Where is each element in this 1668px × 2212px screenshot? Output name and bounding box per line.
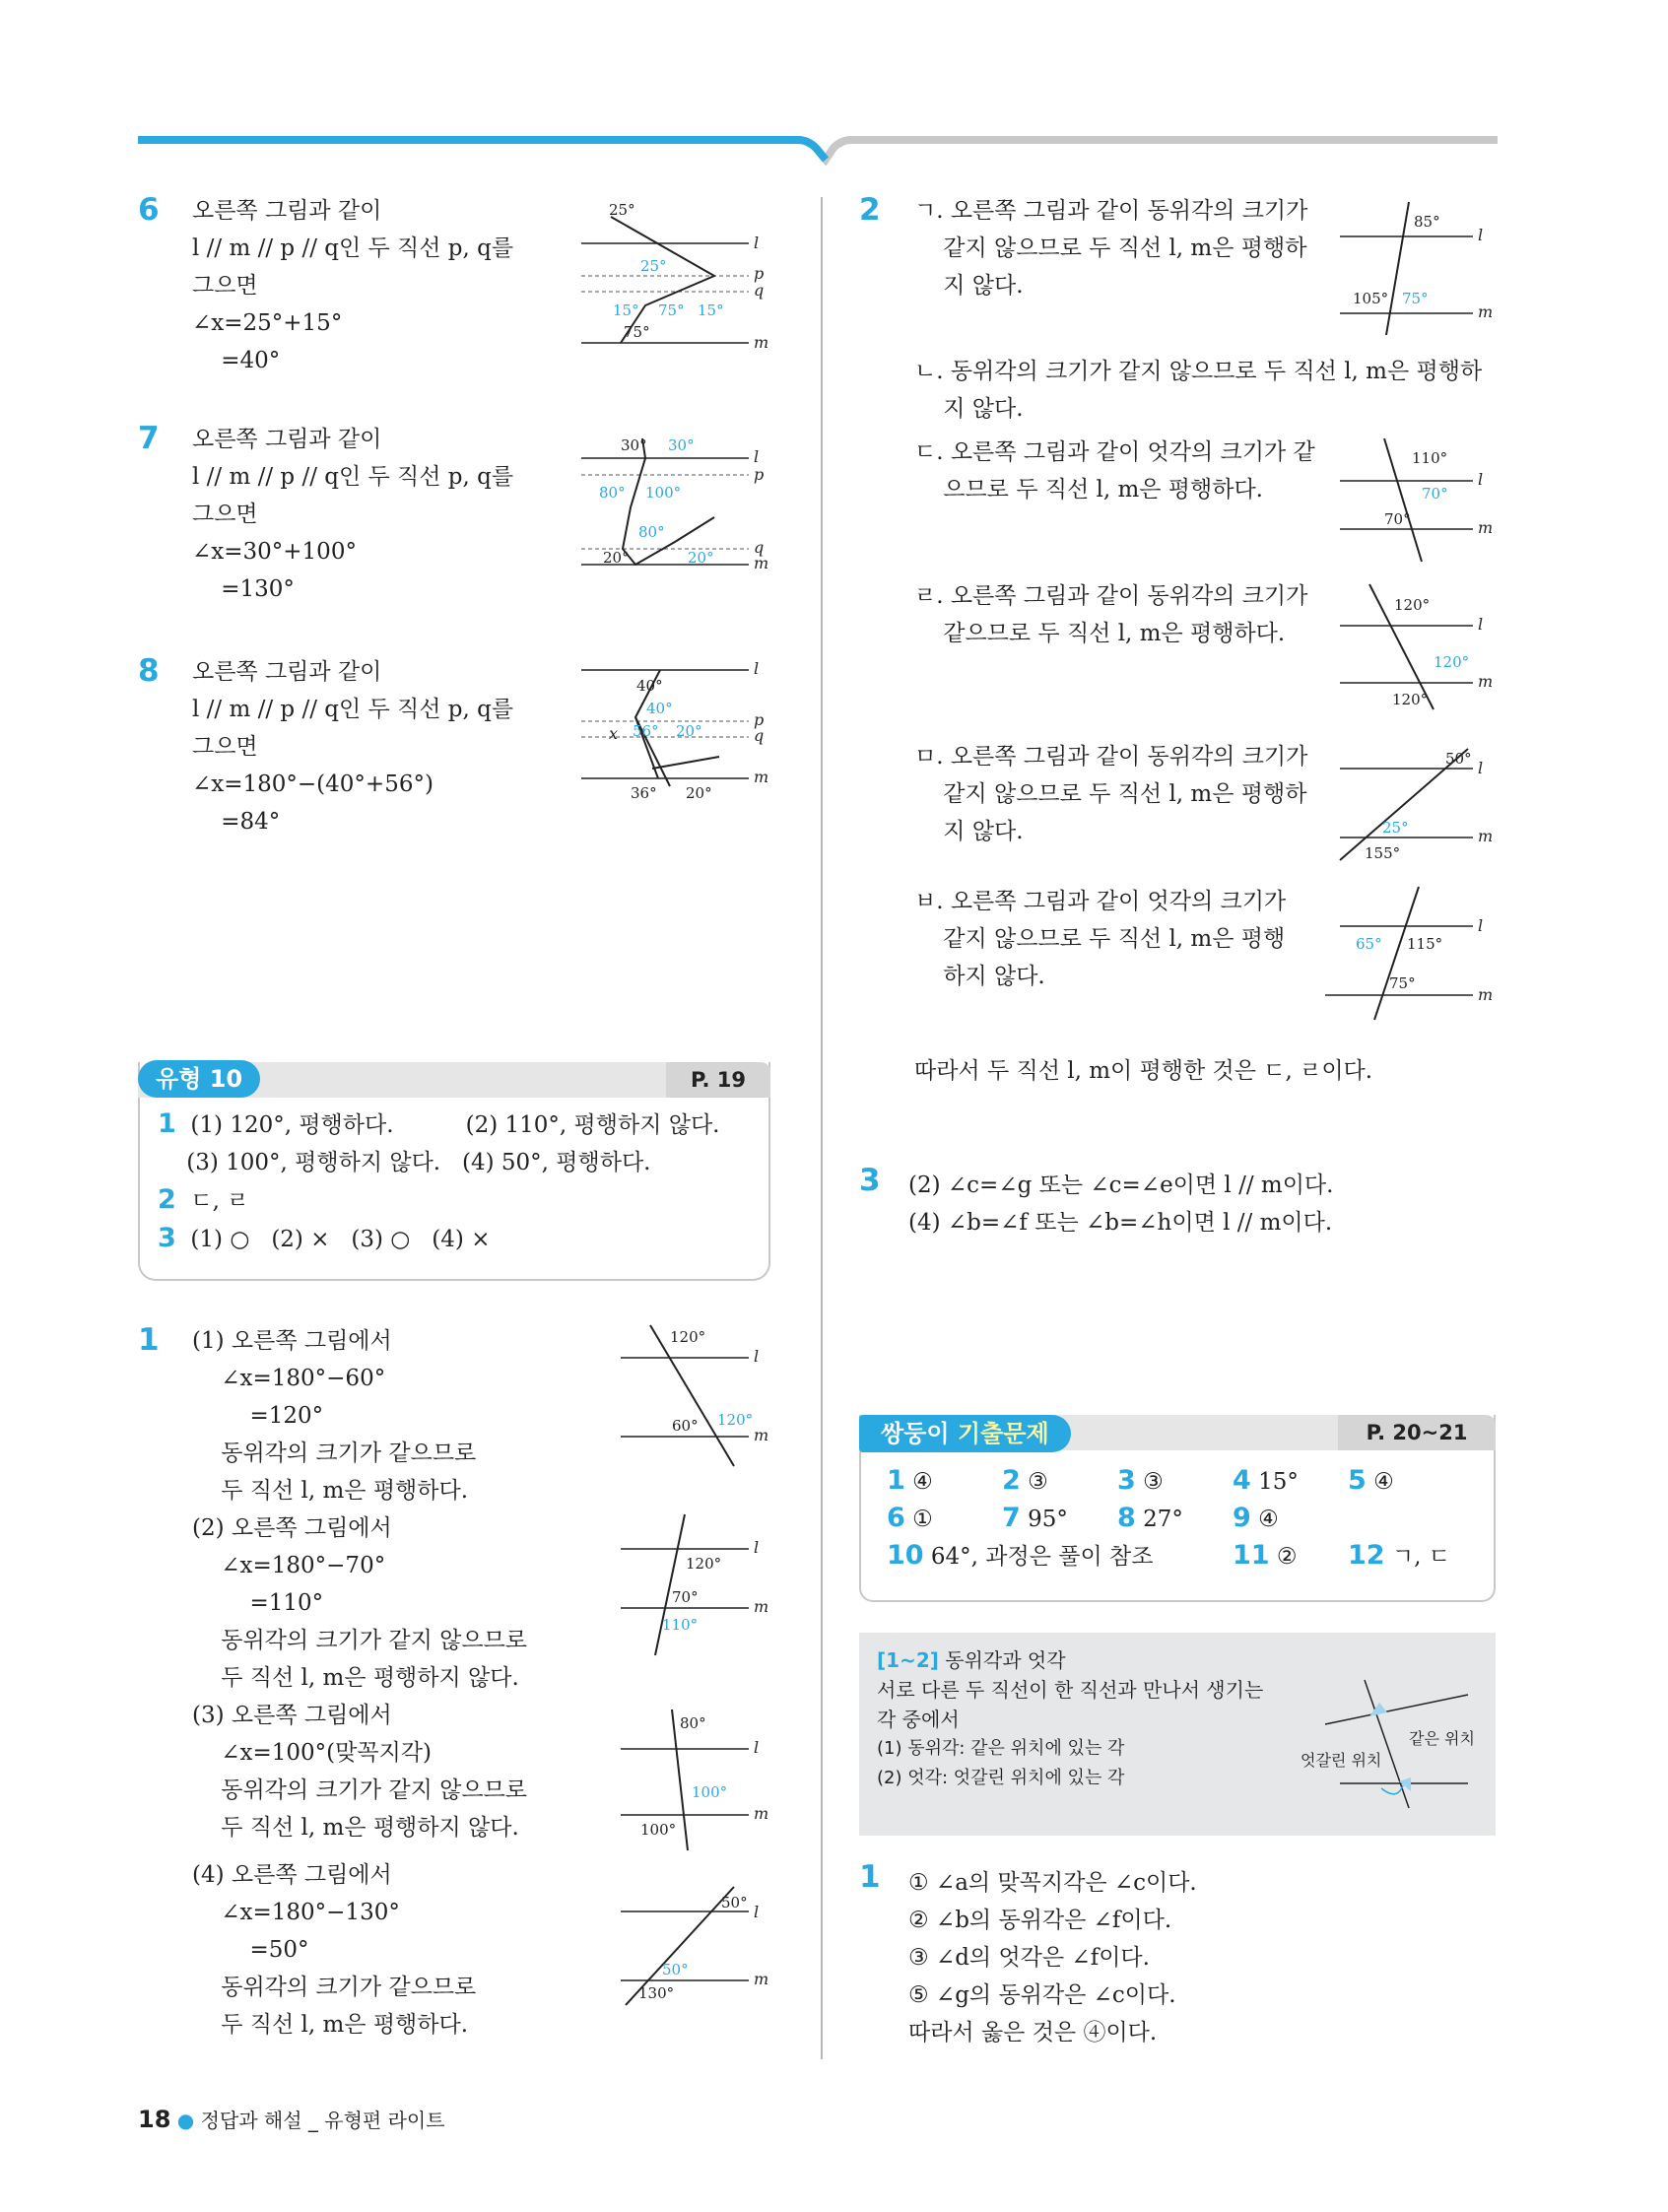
note-tag: [1~2] bbox=[877, 1648, 939, 1672]
problem-3-right bbox=[908, 1167, 1333, 1241]
figure-q1-c bbox=[611, 1705, 788, 1852]
solution-line: l // m // p // q인 두 직선 p, q를 bbox=[192, 464, 514, 490]
angle-label: 120° bbox=[1392, 691, 1429, 708]
angle-label: 65° bbox=[1356, 935, 1382, 953]
ssang-page-ref: P. 20~21 bbox=[1338, 1415, 1496, 1450]
page-footer bbox=[138, 2105, 445, 2133]
line-label: l bbox=[1478, 916, 1484, 935]
answer-text: ② bbox=[1276, 1544, 1298, 1570]
angle-label: 75° bbox=[658, 302, 685, 319]
solution-line: ㄹ. 오른쪽 그림과 같이 동위각의 크기가 bbox=[914, 583, 1308, 609]
line-label: m bbox=[754, 1426, 769, 1444]
answer-text: ③ bbox=[1143, 1469, 1164, 1495]
line-label: l bbox=[754, 1538, 760, 1557]
solution-line: ① ∠a의 맞꼭지각은 ∠c이다. bbox=[908, 1870, 1197, 1896]
ssang-row-2 bbox=[887, 1500, 1478, 1537]
solution-line: (4) 오른쪽 그림에서 bbox=[192, 1862, 392, 1888]
concept-note-text bbox=[877, 1645, 1263, 1793]
line-label: m bbox=[754, 1804, 769, 1823]
answer-text: 27° bbox=[1143, 1507, 1183, 1532]
answer-text: ④ bbox=[912, 1469, 933, 1495]
figure-note-angles bbox=[1301, 1675, 1488, 1813]
solution-line: 동위각의 크기가 같으므로 bbox=[192, 1975, 477, 2000]
angle-label: 75° bbox=[1389, 974, 1416, 992]
problem-1-right bbox=[908, 1864, 1197, 2051]
answer-number: 12 bbox=[1348, 1540, 1385, 1571]
angle-label: 105° bbox=[1353, 290, 1389, 307]
problem-number: 8 bbox=[138, 653, 160, 689]
problem-number: 2 bbox=[859, 192, 881, 228]
problem-number: 1 bbox=[138, 1322, 160, 1358]
angle-label: 60° bbox=[672, 1417, 699, 1435]
figure-problem-7 bbox=[581, 429, 778, 586]
figure-r2-c bbox=[1335, 434, 1493, 571]
answer-text: ㄱ, ㄷ bbox=[1391, 1544, 1450, 1570]
solution-line: 지 않다. bbox=[914, 396, 1024, 422]
problem-2-conclusion: 따라서 두 직선 l, m이 평행한 것은 ㄷ, ㄹ이다. bbox=[914, 1058, 1373, 1084]
figure-q1-d bbox=[611, 1882, 788, 2030]
problem-2-block-c bbox=[914, 434, 1315, 508]
answer-number: 6 bbox=[887, 1503, 905, 1533]
answer-text: (1) ○ (2) × (3) ○ (4) × bbox=[190, 1227, 491, 1252]
page-number: 18 bbox=[138, 2106, 171, 2133]
angle-label: 25° bbox=[1382, 819, 1409, 837]
answer-number: 11 bbox=[1233, 1540, 1270, 1571]
ssang-tag-a: 쌍둥이 bbox=[881, 1420, 958, 1447]
angle-label: 75° bbox=[624, 323, 650, 341]
answer-text: 64°, 과정은 풀이 참조 bbox=[930, 1544, 1154, 1570]
figure-q1-b bbox=[611, 1509, 788, 1657]
line-label: q bbox=[754, 538, 765, 557]
solution-line: ㄷ. 오른쪽 그림과 같이 엇각의 크기가 같 bbox=[914, 439, 1315, 465]
solution-line: ㅁ. 오른쪽 그림과 같이 동위각의 크기가 bbox=[914, 744, 1308, 770]
solution-line: l // m // p // q인 두 직선 p, q를 bbox=[192, 697, 514, 722]
line-label: m bbox=[1478, 827, 1494, 845]
solution-line: ㄴ. 동위각의 크기가 같지 않으므로 두 직선 l, m은 평행하 bbox=[914, 359, 1483, 384]
line-label: l bbox=[1478, 470, 1484, 489]
solution-line: ∠x=30°+100° bbox=[192, 539, 357, 565]
solution-line: 같지 않으므로 두 직선 l, m은 평행하 bbox=[914, 235, 1307, 261]
solution-line: 같지 않으므로 두 직선 l, m은 평행 bbox=[914, 926, 1286, 952]
answer-text: ④ bbox=[1258, 1507, 1279, 1532]
solution-line: (2) ∠c=∠g 또는 ∠c=∠e이면 l // m이다. bbox=[908, 1173, 1334, 1198]
angle-label: 120° bbox=[686, 1555, 722, 1573]
solution-line: ∠x=180°−70° bbox=[192, 1553, 386, 1578]
answer-number: 5 bbox=[1348, 1465, 1367, 1496]
answer-text: ④ bbox=[1373, 1469, 1394, 1495]
line-label: l bbox=[754, 659, 760, 678]
solution-line: 동위각의 크기가 같지 않으므로 bbox=[192, 1777, 528, 1803]
solution-line: 같으므로 두 직선 l, m은 평행하다. bbox=[914, 621, 1286, 646]
line-label: l bbox=[754, 1347, 760, 1366]
solution-line: =120° bbox=[192, 1403, 324, 1429]
angle-label: 100° bbox=[645, 484, 682, 502]
problem-number: 7 bbox=[138, 421, 160, 456]
type10-page-ref: P. 19 bbox=[666, 1062, 770, 1098]
solution-line: 두 직선 l, m은 평행하다. bbox=[192, 1478, 469, 1504]
solution-line: 동위각의 크기가 같으므로 bbox=[192, 1441, 477, 1466]
angle-label: 20° bbox=[603, 549, 630, 567]
ssang-row-3 bbox=[887, 1537, 1478, 1575]
solution-line: ③ ∠d의 엇각은 ∠f이다. bbox=[908, 1945, 1150, 1971]
answer-text: 15° bbox=[1258, 1469, 1299, 1495]
note-fig-same: 같은 위치 bbox=[1409, 1729, 1475, 1748]
solution-line: 으므로 두 직선 l, m은 평행하다. bbox=[914, 477, 1263, 503]
figure-problem-8 bbox=[581, 658, 778, 816]
problem-number: 3 bbox=[859, 1163, 881, 1198]
solution-line: 동위각의 크기가 같지 않으므로 bbox=[192, 1628, 528, 1653]
answer-text: ㄷ, ㄹ bbox=[190, 1188, 249, 1214]
answer-number: 3 bbox=[1117, 1465, 1136, 1496]
angle-label: 50° bbox=[1445, 750, 1472, 768]
answer-number: 4 bbox=[1233, 1465, 1251, 1496]
line-label: m bbox=[1478, 302, 1494, 321]
angle-label: 30° bbox=[621, 436, 647, 454]
problem-2-block-e bbox=[914, 738, 1307, 850]
angle-label: 15° bbox=[613, 302, 639, 319]
angle-label: 40° bbox=[646, 700, 673, 717]
solution-line: 그으면 bbox=[192, 502, 258, 527]
angle-label: 130° bbox=[638, 1984, 675, 2002]
line-label: l bbox=[754, 1738, 760, 1757]
solution-line: =84° bbox=[192, 809, 281, 835]
solution-line: l // m // p // q인 두 직선 p, q를 bbox=[192, 235, 514, 261]
angle-label: 25° bbox=[640, 257, 667, 275]
answer-number: 2 bbox=[1002, 1465, 1021, 1496]
problem-number: 6 bbox=[138, 192, 160, 228]
solution-line: ∠x=100°(맞꼭지각) bbox=[192, 1740, 432, 1766]
solution-line: =130° bbox=[192, 576, 295, 602]
line-label: m bbox=[754, 1970, 769, 1988]
solution-line: ⑤ ∠g의 동위각은 ∠c이다. bbox=[908, 1982, 1176, 2008]
solution-line: ∠x=180°−(40°+56°) bbox=[192, 771, 434, 797]
solution-line: ② ∠b의 동위각은 ∠f이다. bbox=[908, 1908, 1172, 1933]
note-fig-alt: 엇갈린 위치 bbox=[1301, 1751, 1382, 1770]
page-header-band bbox=[138, 134, 1498, 173]
line-label: q bbox=[754, 281, 765, 300]
solution-line: 오른쪽 그림과 같이 bbox=[192, 427, 382, 452]
ssang-tag bbox=[859, 1415, 1071, 1452]
solution-line: 지 않다. bbox=[914, 819, 1024, 844]
ssang-tag-b: 기출문제 bbox=[957, 1420, 1049, 1447]
answer-number: 8 bbox=[1117, 1503, 1136, 1533]
angle-label: 100° bbox=[640, 1821, 677, 1839]
angle-label: 25° bbox=[609, 201, 635, 219]
line-label: l bbox=[1478, 615, 1484, 634]
line-label: l bbox=[754, 234, 760, 252]
note-line: 각 중에서 bbox=[877, 1708, 960, 1731]
solution-line: 따라서 옳은 것은 ④이다. bbox=[908, 2020, 1158, 2045]
figure-r2-e bbox=[1335, 734, 1493, 872]
solution-line: (4) ∠b=∠f 또는 ∠b=∠h이면 l // m이다. bbox=[908, 1210, 1333, 1236]
angle-label: 155° bbox=[1365, 844, 1401, 862]
angle-label: 75° bbox=[1402, 290, 1429, 307]
angle-label: 70° bbox=[672, 1588, 699, 1606]
solution-line: 하지 않다. bbox=[914, 964, 1045, 989]
answer-number: 7 bbox=[1002, 1503, 1021, 1533]
answer-number: 1 bbox=[158, 1108, 176, 1139]
problem-2-block-d bbox=[914, 577, 1307, 652]
answer-number: 10 bbox=[887, 1540, 924, 1571]
answer-text: (3) 100°, 평행하지 않다. (4) 50°, 평행하다. bbox=[186, 1150, 651, 1175]
solution-line: (2) 오른쪽 그림에서 bbox=[192, 1515, 392, 1541]
figure-problem-6 bbox=[581, 197, 778, 355]
angle-label: 120° bbox=[1434, 653, 1470, 671]
answer-number: 3 bbox=[158, 1223, 176, 1253]
angle-label: 40° bbox=[636, 677, 663, 695]
solution-line: (3) 오른쪽 그림에서 bbox=[192, 1703, 392, 1728]
note-line: 서로 다른 두 직선이 한 직선과 만나서 생기는 bbox=[877, 1678, 1264, 1702]
line-label: p bbox=[754, 465, 765, 484]
angle-label: 50° bbox=[662, 1961, 689, 1978]
type10-tag: 유형 10 bbox=[138, 1060, 260, 1098]
ssang-row-1 bbox=[887, 1462, 1478, 1500]
note-line: (2) 엇각: 엇갈린 위치에 있는 각 bbox=[877, 1768, 1125, 1788]
solution-line: =40° bbox=[192, 348, 281, 373]
solution-line: ㄱ. 오른쪽 그림과 같이 동위각의 크기가 bbox=[914, 198, 1308, 224]
line-label: m bbox=[1478, 518, 1494, 537]
solution-line: 그으면 bbox=[192, 734, 258, 760]
line-label: l bbox=[754, 447, 760, 466]
answer-number: 2 bbox=[158, 1184, 176, 1215]
column-divider bbox=[821, 197, 823, 2059]
angle-label: 15° bbox=[698, 302, 724, 319]
solution-line: 두 직선 l, m은 평행하다. bbox=[192, 2012, 469, 2038]
solution-line: =110° bbox=[192, 1590, 324, 1616]
angle-label: 20° bbox=[676, 722, 702, 740]
angle-label: 80° bbox=[680, 1714, 706, 1732]
angle-label: 20° bbox=[686, 784, 712, 802]
solution-line: 지 않다. bbox=[914, 273, 1024, 299]
line-label: m bbox=[1478, 985, 1494, 1004]
solution-line: 오른쪽 그림과 같이 bbox=[192, 659, 382, 685]
line-label: p bbox=[754, 710, 765, 729]
line-label: p bbox=[754, 264, 765, 283]
solution-line: 오른쪽 그림과 같이 bbox=[192, 198, 382, 224]
angle-label: 85° bbox=[1414, 213, 1440, 231]
answer-number: 1 bbox=[887, 1465, 905, 1496]
angle-label: 36° bbox=[631, 784, 657, 802]
angle-label: 120° bbox=[717, 1411, 754, 1429]
line-label: m bbox=[754, 554, 769, 572]
angle-label: 30° bbox=[668, 436, 695, 454]
line-label: m bbox=[754, 768, 769, 786]
answer-text: (1) 120°, 평행하다. (2) 110°, 평행하지 않다. bbox=[190, 1112, 720, 1138]
solution-line: 그으면 bbox=[192, 273, 258, 299]
angle-label: 80° bbox=[599, 484, 626, 502]
line-label: l bbox=[754, 1903, 760, 1921]
type10-answers bbox=[158, 1106, 719, 1258]
angle-label: 120° bbox=[670, 1328, 706, 1346]
line-label: l bbox=[1478, 226, 1484, 244]
line-label: m bbox=[754, 1597, 769, 1616]
angle-label: x bbox=[609, 724, 619, 743]
angle-label: 100° bbox=[692, 1783, 728, 1801]
note-heading: 동위각과 엇각 bbox=[938, 1648, 1066, 1672]
angle-label: 50° bbox=[721, 1894, 748, 1911]
figure-q1-a bbox=[611, 1320, 788, 1468]
line-label: q bbox=[754, 726, 765, 745]
angle-label: 56° bbox=[633, 722, 659, 740]
figure-r2-a bbox=[1335, 197, 1493, 335]
angle-label: 110° bbox=[662, 1616, 699, 1634]
angle-label: 20° bbox=[688, 549, 714, 567]
angle-label: 70° bbox=[1422, 485, 1448, 503]
solution-line: ㅂ. 오른쪽 그림과 같이 엇각의 크기가 bbox=[914, 889, 1287, 914]
problem-2-block-a bbox=[914, 192, 1307, 304]
angle-label: 80° bbox=[638, 523, 665, 541]
problem-2-block-f bbox=[914, 883, 1286, 995]
line-label: m bbox=[754, 333, 769, 352]
solution-line: ∠x=25°+15° bbox=[192, 310, 343, 336]
solution-line: 두 직선 l, m은 평행하지 않다. bbox=[192, 1665, 519, 1691]
problem-2-block-b bbox=[914, 353, 1482, 428]
footer-text: 정답과 해설 _ 유형편 라이트 bbox=[200, 2109, 445, 2132]
problem-number: 1 bbox=[859, 1859, 881, 1895]
bullet-icon: ● bbox=[176, 2109, 195, 2132]
answer-text: ③ bbox=[1028, 1469, 1048, 1495]
angle-label: 115° bbox=[1407, 935, 1443, 953]
solution-line: ∠x=180°−60° bbox=[192, 1366, 386, 1391]
answer-number: 9 bbox=[1233, 1503, 1251, 1533]
solution-line: ∠x=180°−130° bbox=[192, 1900, 400, 1925]
solution-line: 같지 않으므로 두 직선 l, m은 평행하 bbox=[914, 781, 1307, 807]
answer-text: ① bbox=[912, 1507, 933, 1532]
solution-line: 두 직선 l, m은 평행하지 않다. bbox=[192, 1815, 519, 1841]
angle-label: 120° bbox=[1394, 596, 1431, 614]
figure-r2-f bbox=[1320, 882, 1493, 1020]
figure-r2-d bbox=[1335, 576, 1493, 714]
solution-line: (1) 오른쪽 그림에서 bbox=[192, 1328, 392, 1354]
line-label: l bbox=[1478, 759, 1484, 777]
angle-label: 110° bbox=[1412, 449, 1448, 467]
line-label: m bbox=[1478, 672, 1494, 691]
solution-line: =50° bbox=[192, 1937, 309, 1963]
note-line: (1) 동위각: 같은 위치에 있는 각 bbox=[877, 1738, 1125, 1759]
angle-label: 70° bbox=[1384, 510, 1411, 528]
answer-text: 95° bbox=[1028, 1507, 1068, 1532]
